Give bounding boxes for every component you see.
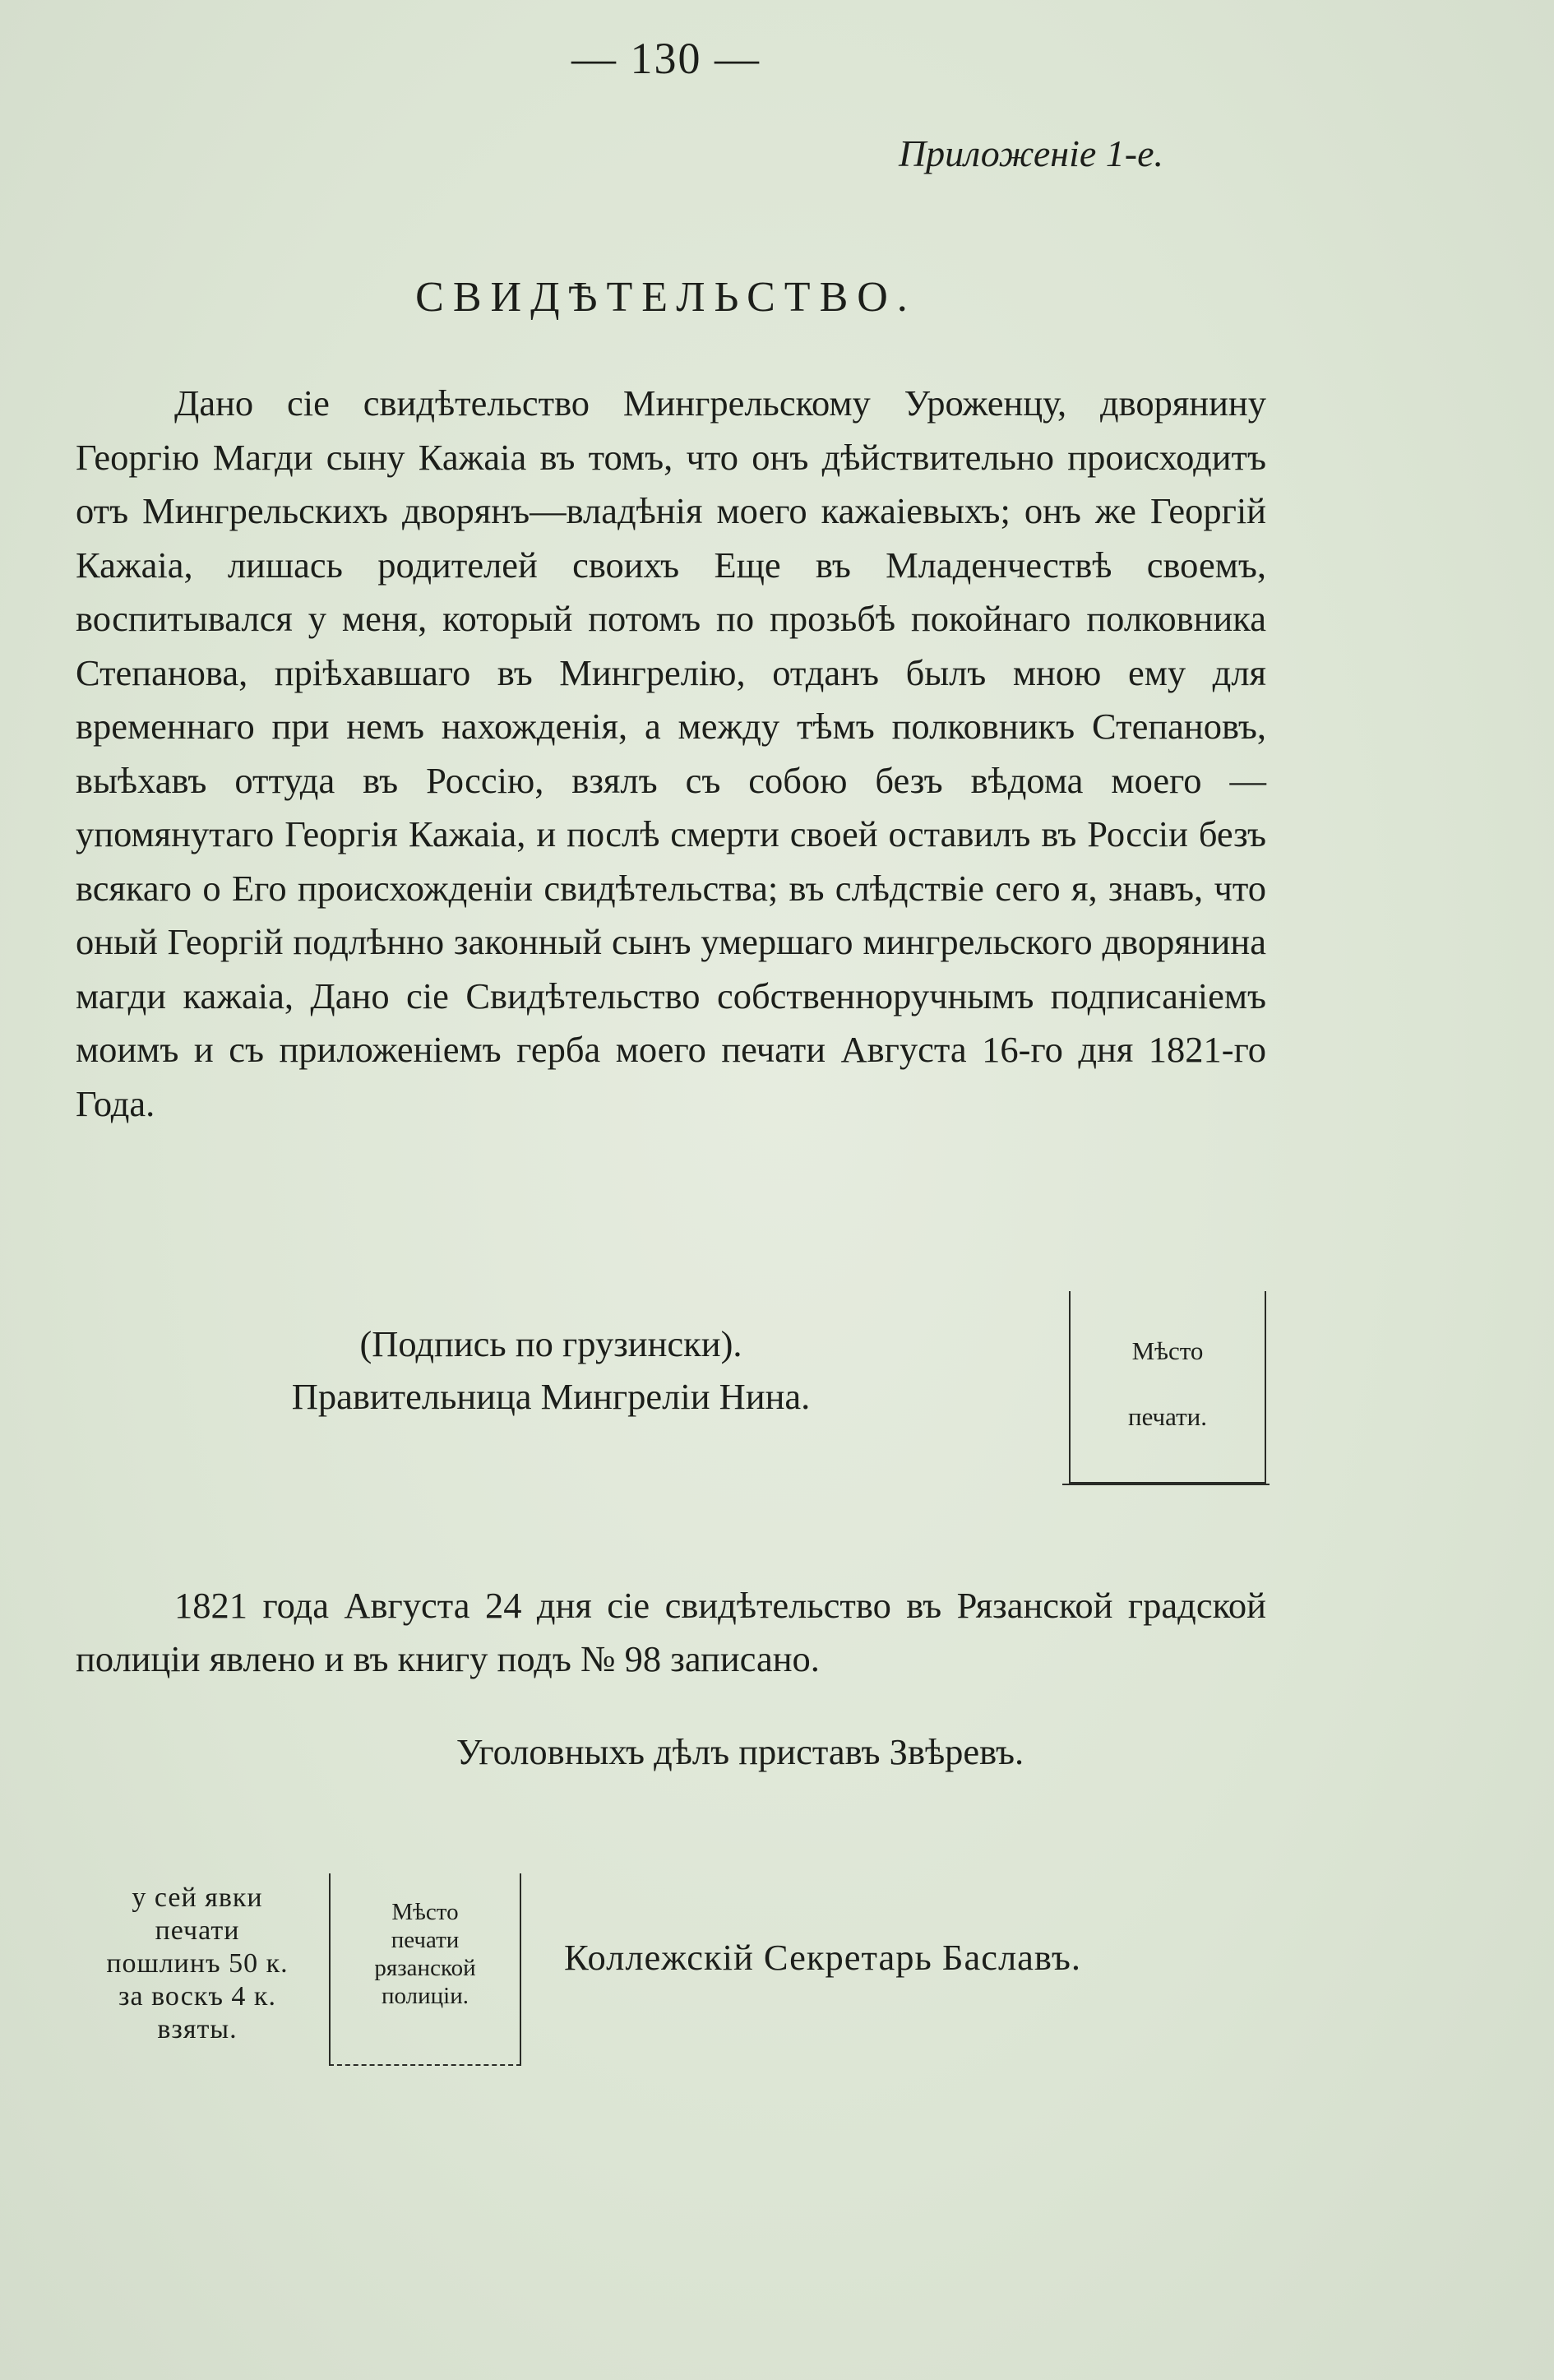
fee-note-line: за воскъ 4 к. xyxy=(118,1981,276,2012)
secretary-signature: Коллежскiй Секретарь Баславъ. xyxy=(564,1937,1081,1978)
registration-text: 1821 года Августа 24 дня сiе свидѣтельство въ Рязанской градской полицiи явлено и въ книгу подъ № 98 записано. xyxy=(76,1585,1266,1679)
seal-underline xyxy=(1062,1484,1270,1485)
seal-label-line1: Мѣсто xyxy=(1131,1336,1204,1365)
registration-signature: Уголовныхъ дѣлъ приставъ Звѣревъ. xyxy=(456,1731,1024,1772)
fee-note-line: печати xyxy=(155,1915,240,1946)
fee-note-line: у сей явки xyxy=(132,1882,263,1913)
police-seal-line: печати xyxy=(391,1927,460,1953)
fee-note xyxy=(66,1882,329,2046)
police-seal-line: рязанской xyxy=(374,1955,476,1981)
police-seal-text xyxy=(331,1898,520,2010)
police-seal-box xyxy=(329,1873,521,2066)
appendix-label: Приложенiе 1-е. xyxy=(898,132,1163,174)
signature-note: (Подпись по грузински). xyxy=(359,1323,742,1364)
police-seal-line: полицiи. xyxy=(382,1983,469,2009)
seal-label-line2: печати. xyxy=(1127,1402,1207,1431)
police-seal-line: Мѣсто xyxy=(391,1899,459,1925)
seal-place-box xyxy=(1069,1291,1266,1484)
fee-note-line: взяты. xyxy=(157,2014,238,2044)
document-title: СВИДѢТЕЛЬСТВО. xyxy=(415,274,917,321)
signature-name: Правительница Мингрелiи Нина. xyxy=(291,1376,811,1417)
fee-note-line: пошлинъ 50 к. xyxy=(106,1948,289,1979)
page-number: — 130 — xyxy=(571,34,761,83)
certificate-body: Дано сiе свидѣтельство Мингрельскому Уроженцу, дворянину Георгiю Магди сыну Кажаiа въ томъ, что онъ дѣйствительно происходитъ отъ Мингрельскихъ дворянъ—владѣнiя моего кажаiевыхъ; онъ же Георгiй Кажаiа, лишась родителей своихъ Еще въ Младенчествѣ своемъ, воспитывался у меня, который потомъ по прозьбѣ покойнаго полковника Степанова, прiѣхавшаго въ Мингрелiю, отданъ былъ мною ему для временнаго при немъ нахожденiя, а между тѣмъ полковникъ Степановъ, выѣхавъ оттуда въ Россiю, взялъ съ собою безъ вѣдома моего — упомянутаго Георгiя Кажаiа, и послѣ смерти своей оставилъ въ Россiи безъ всякаго о Его происхожденiи свидѣтельства; въ слѣдствiе сего я, знавъ, что оный Георгiй подлѣнно законный сынъ умершаго мингрельского дворянина магди кажаiа, Дано сiе Свидѣтельство собственноручнымъ подписанiемъ моимъ и съ приложенiемъ герба моего печати Августа 16-го дня 1821-го Года. xyxy=(76,382,1266,1124)
